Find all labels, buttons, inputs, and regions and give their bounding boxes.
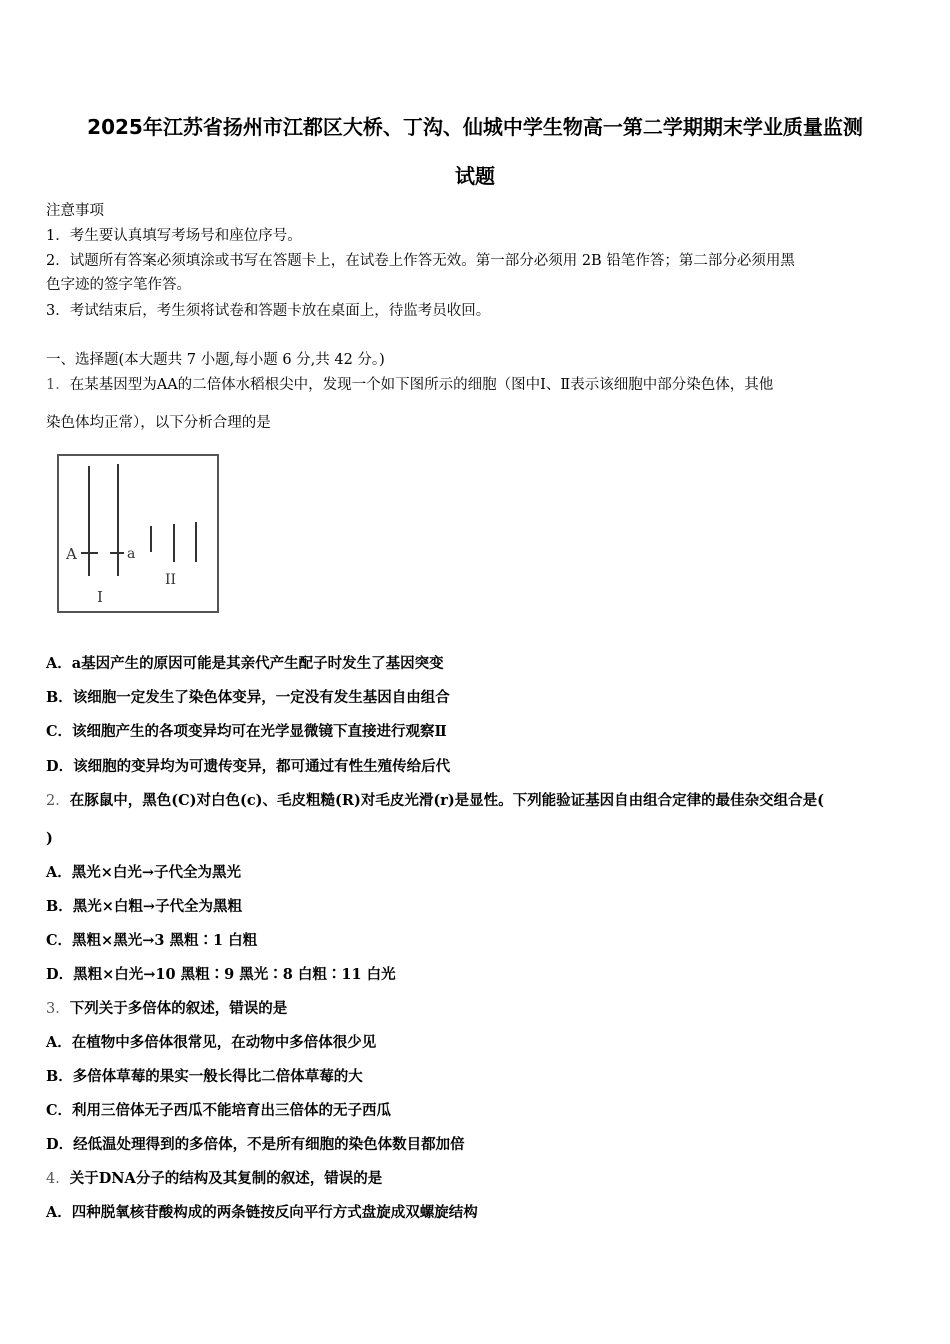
label-a: a — [127, 546, 136, 562]
cell-outline — [58, 455, 218, 612]
chromosome-diagram — [54, 452, 224, 617]
question-1-stem — [46, 375, 916, 395]
section-heading: 一、选择题(本大题共 7 小题,每小题 6 分,共 42 分。) — [46, 352, 385, 368]
question-text: 在某基因型为AA的二倍体水稻根尖中，发现一个如下图所示的细胞（图中Ⅰ、Ⅱ表示该细胞中部分染色体，其他 — [69, 377, 774, 393]
label-I: I — [97, 588, 103, 606]
label-A: A — [66, 545, 77, 563]
question-3-option-b: B．多倍体草莓的果实一般长得比二倍体草莓的大 — [46, 1068, 363, 1085]
question-1-option-a: A．a基因产生的原因可能是其亲代产生配子时发生了基因突变 — [46, 655, 444, 672]
exam-title-line2: 试题 — [455, 164, 495, 188]
question-2-stem-cont: ) — [46, 830, 53, 847]
question-1-option-c: C．该细胞产生的各项变异均可在光学显微镜下直接进行观察Ⅱ — [46, 723, 447, 740]
question-2-option-d: D．黑粗×白光→10 黑粗∶9 黑光∶8 白粗∶11 白光 — [46, 966, 396, 983]
question-2-option-c: C．黑粗×黑光→3 黑粗∶1 白粗 — [46, 932, 258, 949]
notice-item: 1．考生要认真填写考场号和座位序号。 — [46, 228, 302, 244]
question-1-option-b: B．该细胞一定发生了染色体变异，一定没有发生基因自由组合 — [46, 689, 450, 706]
question-number: 4． — [46, 1171, 70, 1187]
question-number: 2． — [46, 793, 70, 809]
label-II: II — [165, 572, 177, 588]
question-4-stem — [46, 1169, 916, 1189]
notice-item: 3．考试结束后，考生须将试卷和答题卡放在桌面上，待监考员收回。 — [46, 303, 491, 319]
question-2-option-a: A．黑光×白光→子代全为黑光 — [46, 864, 242, 881]
question-1-option-d: D．该细胞的变异均为可遗传变异，都可通过有性生殖传给后代 — [46, 758, 451, 775]
question-text: 在豚鼠中，黑色(C)对白色(c)、毛皮粗糙(R)对毛皮光滑(r)是显性。下列能验证基因自由组合定律的最佳杂交组合是( — [69, 792, 825, 809]
question-4-option-a: A．四种脱氧核苷酸构成的两条链按反向平行方式盘旋成双螺旋结构 — [46, 1204, 478, 1221]
question-number: 1． — [46, 377, 70, 393]
notice-item: 2．试题所有答案必须填涂或书写在答题卡上，在试卷上作答无效。第一部分必须用 2B 铅笔作答；第二部分必须用黑 — [46, 253, 795, 269]
question-3-option-d: D．经低温处理得到的多倍体，不是所有细胞的染色体数目都加倍 — [46, 1136, 465, 1153]
question-1-stem-cont: 染色体均正常），以下分析合理的是 — [46, 415, 271, 431]
chromosome-figure — [54, 452, 224, 617]
exam-title-line1: 2025年江苏省扬州市江都区大桥、丁沟、仙城中学生物高一第二学期期末学业质量监测 — [87, 115, 863, 139]
notice-item: 色字迹的签字笔作答。 — [46, 277, 191, 293]
question-text: 下列关于多倍体的叙述，错误的是 — [69, 1000, 288, 1017]
question-text: 关于DNA分子的结构及其复制的叙述，错误的是 — [69, 1170, 383, 1187]
question-3-option-c: C．利用三倍体无子西瓜不能培育出三倍体的无子西瓜 — [46, 1102, 392, 1119]
question-3-option-a: A．在植物中多倍体很常见，在动物中多倍体很少见 — [46, 1034, 377, 1051]
notice-heading: 注意事项 — [46, 203, 104, 219]
question-3-stem — [46, 999, 916, 1019]
question-number: 3． — [46, 1001, 70, 1017]
question-2-option-b: B．黑光×白粗→子代全为黑粗 — [46, 898, 243, 915]
question-2-stem — [46, 791, 916, 811]
